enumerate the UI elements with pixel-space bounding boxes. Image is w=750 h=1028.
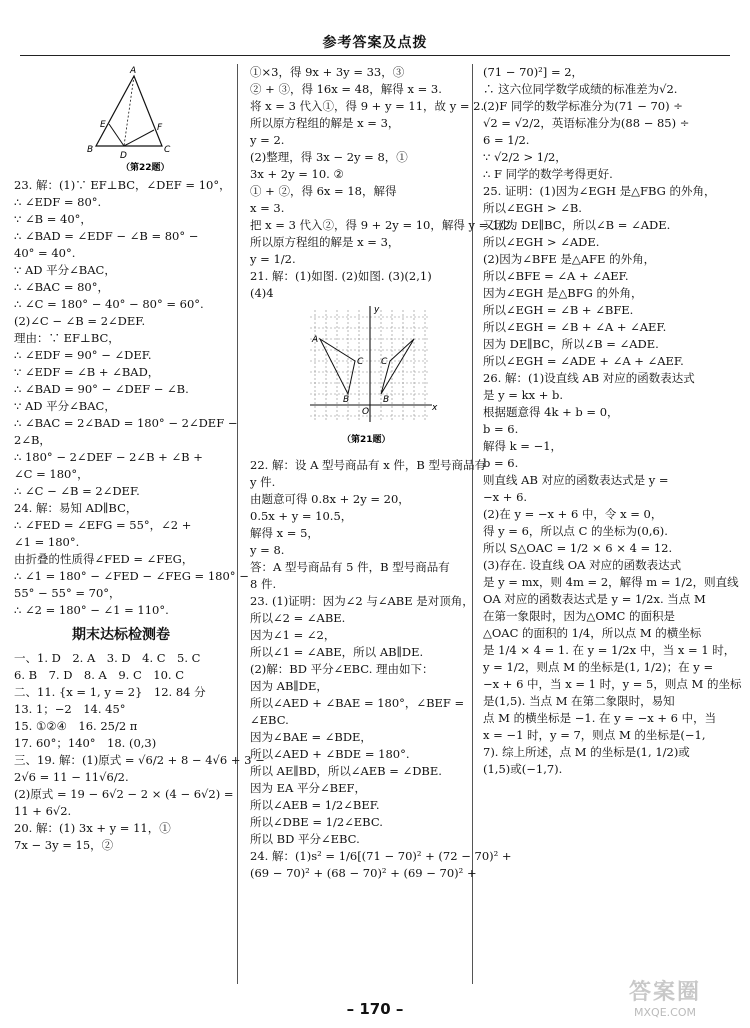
answer-line: 6. B 7. D 8. A 9. C 10. C: [14, 668, 185, 682]
fig21-label-c2: C: [381, 357, 388, 367]
answer-line: y 件.: [250, 475, 276, 489]
answer-line: 所以∠EGH = ∠B + ∠BFE.: [483, 303, 634, 317]
fig21-label-o: O: [362, 407, 370, 417]
answer-line: (2)原式 = 19 − 6√2 − 2 × (4 − 6√2) =: [14, 787, 234, 801]
answer-line: (69 − 70)² + (68 − 70)² + (69 − 70)² +: [250, 866, 477, 880]
fig22-label-b: B: [87, 145, 94, 155]
answer-line: 是 y = kx + b.: [483, 388, 564, 402]
answer-line: ∵ √2/2 > 1/2，: [483, 150, 567, 164]
answer-line: 3x + 2y = 10. ②: [250, 167, 344, 181]
answer-line: ∴ ∠1 = 180° − ∠FED − ∠FEG = 180° −: [14, 569, 249, 583]
fig22-caption: （第22题）: [121, 163, 170, 173]
answer-line: 17. 60°；140° 18. (0,3): [14, 736, 157, 750]
answer-line: ①×3，得 9x + 3y = 33，③: [250, 65, 405, 79]
answer-line: y = 8.: [250, 543, 285, 557]
answer-line: ∵ ∠EDF = ∠B + ∠BAD，: [14, 365, 160, 379]
answer-line: 所以∠BFE = ∠A + ∠AEF.: [483, 269, 629, 283]
fig22-label-d: D: [120, 151, 127, 161]
answer-line: 所以 BD 平分∠EBC.: [250, 832, 360, 846]
page-header: 参考答案及点拨: [322, 35, 428, 51]
answer-line: −x + 6 中，当 x = 1 时，y = 5，则点 M 的坐标: [483, 677, 742, 691]
answer-line: 8 件.: [250, 577, 277, 591]
answer-line: ∴ 180° − 2∠DEF − 2∠B + ∠B +: [14, 450, 203, 464]
answer-line: (2)在 y = −x + 6 中，令 x = 0，: [483, 507, 663, 521]
answer-line: x = 3.: [250, 201, 285, 215]
answer-line: ∴ ∠EDF = 90° − ∠DEF.: [14, 348, 152, 362]
answer-line: 是(1,5). 当点 M 在第二象限时，易知: [483, 694, 675, 708]
answer-line: ∵ ∠B = 40°，: [14, 212, 92, 226]
answer-line: 三、19. 解：(1)原式 = √6/2 + 8 − 4√6 + 3 −: [14, 753, 265, 767]
answer-line: 因为 DE∥BC，所以∠B = ∠ADE.: [483, 337, 659, 351]
answer-line: 因为 AB∥DE，: [250, 679, 328, 693]
answer-line: 理由：∵ EF⊥BC，: [14, 331, 120, 345]
answer-line: x = −1 时，y = 7，则点 M 的坐标是(−1,: [483, 728, 706, 742]
answer-line: 所以∠DBE = 1/2∠EBC.: [250, 815, 383, 829]
answer-line: 22. 解：设 A 型号商品有 x 件，B 型号商品有: [250, 458, 486, 472]
answer-line: 11 + 6√2.: [14, 804, 72, 818]
answer-line: 因为∠BAE = ∠BDE，: [250, 730, 372, 744]
page-number: – 170 –: [346, 1000, 404, 1018]
answer-line: 则直线 AB 对应的函数表达式是 y =: [483, 473, 669, 487]
fig21-caption: （第21题）: [342, 435, 391, 445]
fig22-label-f: F: [157, 123, 163, 133]
answer-line: (2)F 同学的数学标准分为(71 − 70) ÷: [483, 99, 683, 113]
answer-list-final-exam: [14, 650, 265, 854]
fig22-label-e: E: [100, 120, 106, 130]
answer-line: 所以∠EGH = ∠B + ∠A + ∠AEF.: [483, 320, 667, 334]
answer-line: 26. 解：(1)设直线 AB 对应的函数表达式: [483, 371, 695, 385]
answer-line: ∴ ∠EDF = 80°.: [14, 195, 102, 209]
answer-line: 答：A 型号商品有 5 件，B 型号商品有: [250, 560, 450, 574]
answer-line: 6 = 1/2.: [483, 133, 530, 147]
answer-line: b = 6.: [483, 456, 519, 470]
answer-line: 所以∠EGH > ∠ADE.: [483, 235, 600, 249]
answer-line: 21. 解：(1)如图. (2)如图. (3)(2,1): [250, 269, 432, 283]
answer-line: (2)整理，得 3x − 2y = 8，①: [250, 150, 408, 164]
answer-line: ② + ③，得 16x = 48，解得 x = 3.: [250, 82, 442, 96]
answer-list-24-26: [483, 64, 742, 778]
answer-line: 2√6 = 11 − 11√6/2.: [14, 770, 129, 784]
column-3: [483, 64, 742, 964]
answer-line: 13. 1；−2 14. 45°: [14, 702, 126, 716]
answer-line: ∴ ∠BAD = ∠EDF − ∠B = 80° −: [14, 229, 199, 243]
answer-line: (1,5)或(−1,7).: [483, 762, 563, 776]
answer-line: 所以∠EGH > ∠B.: [483, 201, 582, 215]
answer-line: 所以原方程组的解是 x = 3，: [250, 116, 400, 130]
answer-line: 一、1. D 2. A 3. D 4. C 5. C: [14, 651, 201, 665]
answer-line: y = 1/2，则点 M 的坐标是(1, 1/2)；在 y =: [483, 660, 714, 674]
column-divider-2: [472, 64, 473, 984]
answer-line: 点 M 的横坐标是 −1. 在 y = −x + 6 中，当: [483, 711, 717, 725]
answer-line: 因为∠1 = ∠2，: [250, 628, 336, 642]
answer-line: 所以 S△OAC = 1/2 × 6 × 4 = 12.: [483, 541, 673, 555]
answer-line: 所以∠AED + ∠BAE = 180°，∠BEF =: [250, 696, 465, 710]
figure-21-grid: [250, 302, 464, 452]
answer-line: ∠1 = 180°.: [14, 535, 80, 549]
answer-line: 所以原方程组的解是 x = 3，: [250, 235, 400, 249]
answer-line: ∴ F 同学的数学考得更好.: [483, 167, 613, 181]
header-rule: [20, 55, 730, 56]
answer-line: 是 y = mx，则 4m = 2，解得 m = 1/2，则直线: [483, 575, 739, 589]
answer-line: 7). 综上所述，点 M 的坐标是(1, 1/2)或: [483, 745, 690, 759]
answer-line: ∠C = 180°，: [14, 467, 89, 481]
answer-line: 根据题意得 4k + b = 0，: [483, 405, 619, 419]
answer-line: 因为∠EGH 是△BFG 的外角，: [483, 286, 643, 300]
answer-line: 0.5x + y = 10.5，: [250, 509, 353, 523]
answer-line: (3)存在. 设直线 OA 对应的函数表达式: [483, 558, 682, 572]
answer-line: 24. 解：(1)s² = 1/6[(71 − 70)² + (72 − 70)² +: [250, 849, 512, 863]
answer-line: 15. ①②④ 16. 25/2 π: [14, 719, 138, 733]
fig21-label-a: A: [312, 335, 319, 345]
answer-line: 由折叠的性质得∠FED = ∠FEG，: [14, 552, 194, 566]
answer-line: 所以∠EGH = ∠ADE + ∠A + ∠AEF.: [483, 354, 684, 368]
answer-line: (71 − 70)²] = 2，: [483, 65, 584, 79]
answer-line: ∵ AD 平分∠BAC，: [14, 263, 116, 277]
answer-line: b = 6.: [483, 422, 519, 436]
answer-line: 在第一象限时，因为△OMC 的面积是: [483, 609, 676, 623]
answer-line: (2)∠C − ∠B = 2∠DEF.: [14, 314, 146, 328]
answer-line: ∴ ∠BAC = 80°，: [14, 280, 109, 294]
answer-line: y = 1/2.: [250, 252, 296, 266]
fig21-label-b2: B: [383, 395, 390, 405]
answer-line: 所以∠AED + ∠BDE = 180°.: [250, 747, 410, 761]
fig21-label-c1: C: [357, 357, 364, 367]
fig22-label-a: A: [130, 66, 137, 76]
answer-line: 2∠B，: [14, 433, 51, 447]
answer-line: △OAC 的面积的 1/4，所以点 M 的横坐标: [483, 626, 702, 640]
answer-line: 所以 AE∥BD，所以∠AEB = ∠DBE.: [250, 764, 442, 778]
answer-line: 由题意可得 0.8x + 2y = 20，: [250, 492, 410, 506]
answer-line: ∴ ∠BAD = 90° − ∠DEF − ∠B.: [14, 382, 189, 396]
answer-line: 因为 EA 平分∠BEF，: [250, 781, 366, 795]
answer-line: ∵ AD 平分∠BAC，: [14, 399, 116, 413]
answer-line: y = 2.: [250, 133, 285, 147]
answer-line: ① + ②，得 6x = 18，解得: [250, 184, 397, 198]
answer-line: (4)4: [250, 286, 274, 300]
answer-line: (2)解：BD 平分∠EBC. 理由如下：: [250, 662, 434, 676]
section-title: 期末达标检测卷: [72, 627, 170, 643]
watermark-logo: 答案圈: [628, 980, 701, 1005]
fig21-label-y: y: [374, 305, 380, 315]
fig22-label-c: C: [164, 145, 171, 155]
answer-line: 55° − 55° = 70°，: [14, 586, 121, 600]
answer-line: 把 x = 3 代入②，得 9 + 2y = 10，解得 y = 1/2.: [250, 218, 515, 232]
answer-line: (2)因为∠BFE 是△AFE 的外角，: [483, 252, 656, 266]
answer-line: √2 = √2/2，英语标准分为(88 − 85) ÷: [483, 116, 690, 130]
column-divider-1: [237, 64, 238, 984]
answer-line: 二、11. {x = 1, y = 2} 12. 84 分: [14, 685, 206, 699]
fig21-label-x: x: [432, 403, 438, 413]
answer-list-23-24: [14, 177, 249, 619]
fig21-label-b1: B: [343, 395, 350, 405]
answer-line: 所以∠2 = ∠ABE.: [250, 611, 346, 625]
answer-line: 40° = 40°.: [14, 246, 76, 260]
answer-line: ∠EBC.: [250, 713, 289, 727]
answer-line: 7x − 3y = 15，②: [14, 838, 114, 852]
answer-line: 所以∠1 = ∠ABE，所以 AB∥DE.: [250, 645, 424, 659]
answer-line: 23. 解：(1)∵ EF⊥BC，∠DEF = 10°，: [14, 178, 231, 192]
answer-line: 24. 解：易知 AD∥BC，: [14, 501, 138, 515]
answer-line: 20. 解：(1) 3x + y = 11，①: [14, 821, 171, 835]
answer-line: ∴ ∠C = 180° − 40° − 80° = 60°.: [14, 297, 204, 311]
answer-line: 所以∠AEB = 1/2∠BEF.: [250, 798, 380, 812]
answer-line: 将 x = 3 代入①，得 9 + y = 11，故 y = 2.: [250, 99, 485, 113]
answer-line: 得 y = 6，所以点 C 的坐标为(0,6).: [483, 524, 668, 538]
answer-line: ∴ ∠C − ∠B = 2∠DEF.: [14, 484, 140, 498]
answer-line: 23. (1)证明：因为∠2 与∠ABE 是对顶角，: [250, 594, 474, 608]
answer-line: ∴ ∠BAC = 2∠BAD = 180° − 2∠DEF −: [14, 416, 238, 430]
answer-line: 25. 证明：(1)因为∠EGH 是△FBG 的外角，: [483, 184, 716, 198]
answer-line: 是 1/4 × 4 = 1. 在 y = 1/2x 中，当 x = 1 时，: [483, 643, 736, 657]
figure-22-triangle: [14, 64, 228, 172]
answer-line: ∴ ∠2 = 180° − ∠1 = 110°.: [14, 603, 169, 617]
answer-line: 解得 k = −1，: [483, 439, 563, 453]
answer-line: ∴ 这六位同学数学成绩的标准差为√2.: [483, 82, 678, 96]
answer-line: −x + 6.: [483, 490, 528, 504]
watermark-url: MXQE.COM: [634, 1006, 696, 1019]
answer-line: ∴ ∠FED = ∠EFG = 55°，∠2 +: [14, 518, 192, 532]
answer-line: OA 对应的函数表达式是 y = 1/2x. 当点 M: [483, 592, 706, 606]
answer-line: 又因为 DE∥BC，所以∠B = ∠ADE.: [483, 218, 671, 232]
watermark: [600, 975, 730, 1025]
answer-line: 解得 x = 5，: [250, 526, 319, 540]
